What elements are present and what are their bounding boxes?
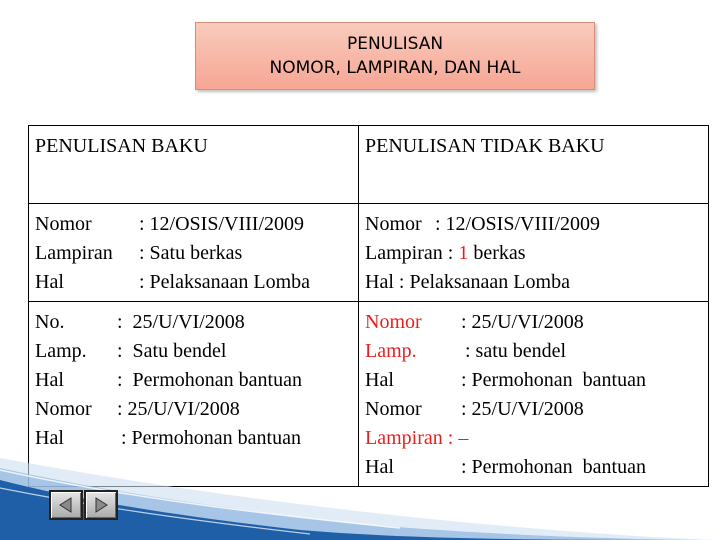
cell-baku-1 — [29, 204, 359, 302]
field-value: – — [458, 427, 469, 449]
field-key: Hal — [35, 369, 64, 391]
list-item — [35, 366, 352, 395]
list-item — [35, 210, 352, 239]
field-value: : 25/U/VI/2008 — [117, 311, 245, 333]
title-line-2: NOMOR, LAMPIRAN, DAN HAL — [269, 58, 521, 78]
list-item — [365, 395, 702, 424]
comparison-table — [28, 125, 709, 487]
table-header-row — [29, 126, 709, 204]
field-key: Nomor — [35, 398, 92, 420]
field-key: Lamp. — [365, 340, 417, 362]
field-key: Nomor — [365, 311, 422, 333]
field-key: Hal — [365, 456, 394, 478]
field-value: : 25/U/VI/2008 — [461, 311, 584, 333]
next-slide-button[interactable] — [84, 490, 118, 520]
header-tidak-baku: PENULISAN TIDAK BAKU — [359, 126, 709, 204]
next-button-face[interactable] — [84, 490, 118, 520]
slide-title-box — [195, 22, 595, 90]
field-value: : 25/U/VI/2008 — [117, 398, 240, 420]
field-value: : Pelaksanaan Lomba — [398, 271, 570, 293]
field-key: Hal — [365, 271, 394, 293]
field-key: Nomor — [365, 213, 422, 235]
field-key: No. — [35, 311, 65, 333]
field-value: : Permohonan bantuan — [461, 456, 646, 478]
list-item — [365, 239, 702, 268]
list-item — [35, 268, 352, 297]
field-key: Nomor — [35, 213, 92, 235]
field-value: berkas — [473, 242, 526, 264]
list-item — [35, 308, 352, 337]
field-value: : Satu bendel — [117, 340, 227, 362]
field-value: : Permohonan bantuan — [117, 369, 302, 391]
triangle-right-icon — [91, 495, 111, 515]
list-item — [365, 268, 702, 297]
field-key: Lampiran — [35, 242, 113, 264]
prev-button-face[interactable] — [49, 490, 83, 520]
list-item — [35, 239, 352, 268]
field-key: Hal — [365, 369, 394, 391]
field-key: Hal — [35, 271, 64, 293]
field-key: Lampiran : — [365, 242, 454, 264]
field-value: : satu bendel — [465, 340, 567, 362]
table-row — [29, 204, 709, 302]
field-key: Nomor — [365, 398, 422, 420]
list-item — [365, 366, 702, 395]
field-value: : 12/OSIS/VIII/2009 — [139, 213, 304, 235]
triangle-left-icon — [56, 495, 76, 515]
list-item — [365, 337, 702, 366]
list-item — [365, 308, 702, 337]
field-value: : Pelaksanaan Lomba — [139, 271, 311, 293]
field-key: Lampiran : — [365, 427, 454, 449]
header-baku: PENULISAN BAKU — [29, 126, 359, 204]
field-value-highlight: 1 — [458, 242, 469, 264]
list-item — [35, 337, 352, 366]
field-key: Lamp. — [35, 340, 87, 362]
field-key: Hal — [35, 427, 64, 449]
title-line-1: PENULISAN — [346, 34, 444, 54]
list-item — [365, 210, 702, 239]
field-value: : 12/OSIS/VIII/2009 — [435, 213, 600, 235]
field-value: : Satu berkas — [139, 242, 243, 264]
prev-slide-button[interactable] — [49, 490, 83, 520]
cell-tidak-baku-1 — [359, 204, 709, 302]
field-value: : 25/U/VI/2008 — [461, 398, 584, 420]
list-item — [35, 395, 352, 424]
field-value: : Permohonan bantuan — [461, 369, 646, 391]
field-value: : Permohonan bantuan — [121, 427, 301, 449]
